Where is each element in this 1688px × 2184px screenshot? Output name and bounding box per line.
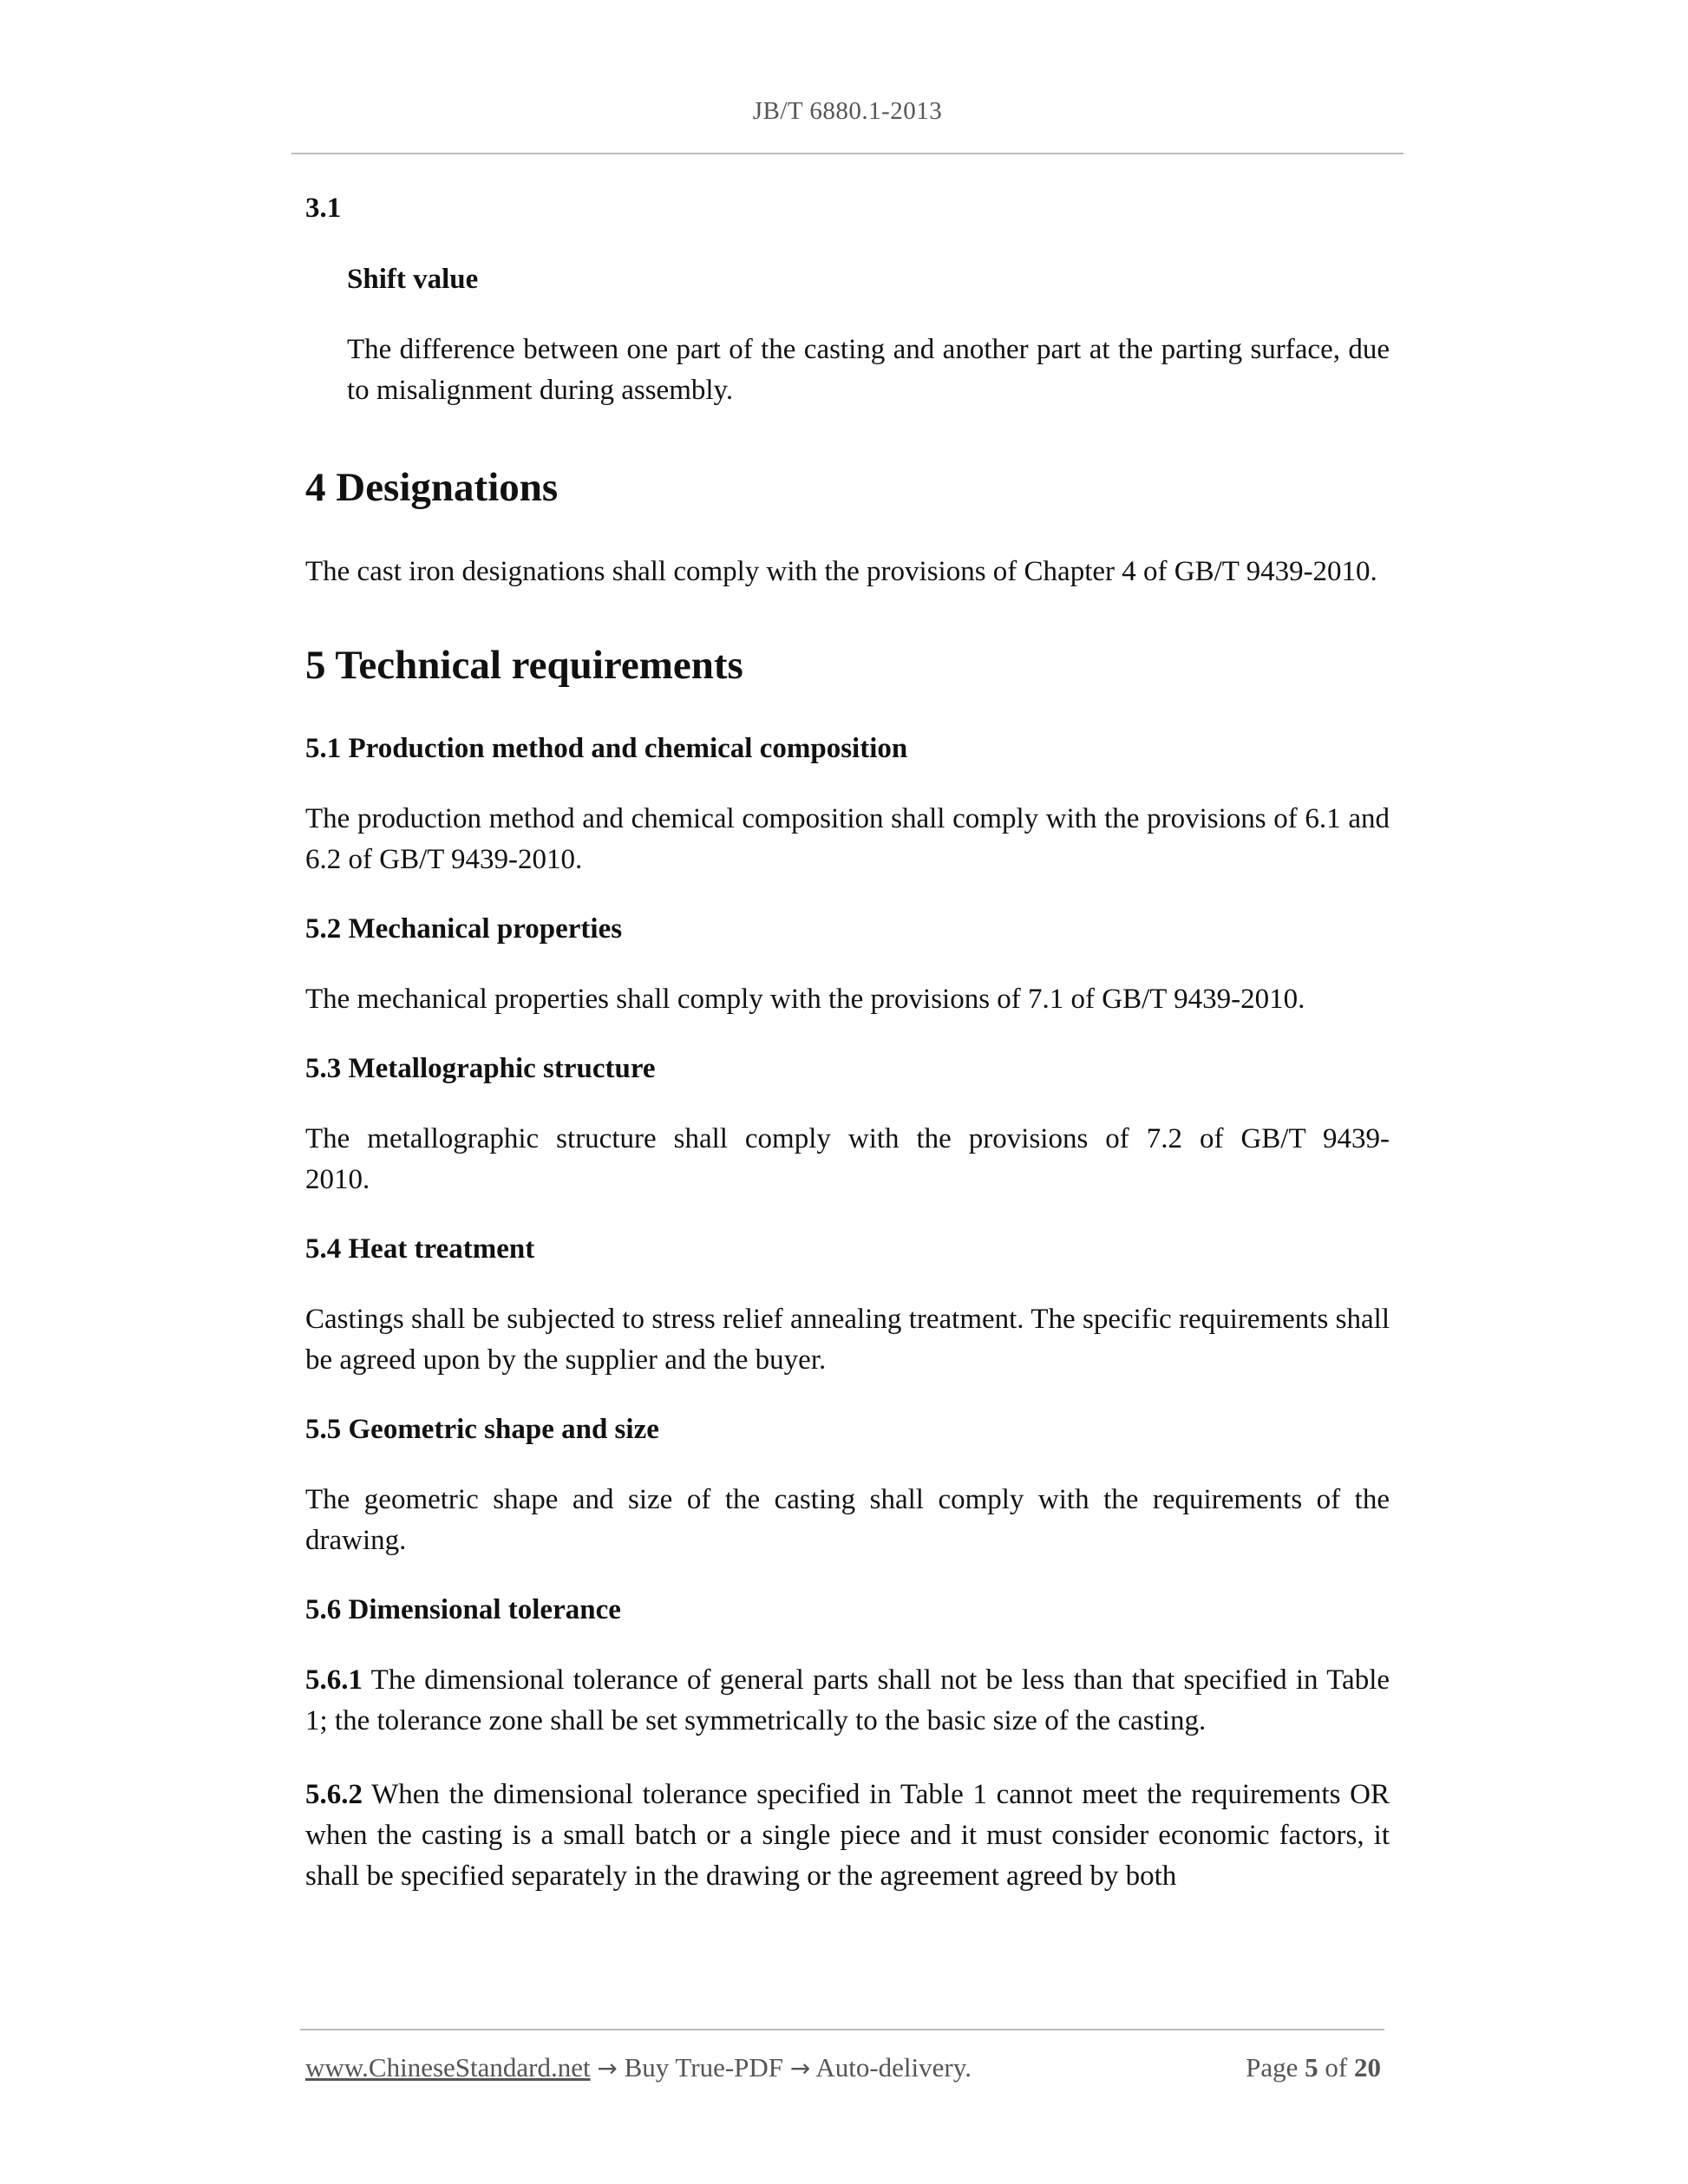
auto-delivery-text: Auto-delivery. bbox=[815, 2052, 972, 2083]
section-5-2-heading: 5.2 Mechanical properties bbox=[305, 913, 623, 945]
section-5-6-heading: 5.6 Dimensional tolerance bbox=[305, 1594, 621, 1625]
section-5-heading: 5 Technical requirements bbox=[305, 643, 743, 688]
footer-divider bbox=[300, 2029, 1384, 2030]
total-page-count: 20 bbox=[1354, 2052, 1381, 2083]
section-5-1-text: The production method and chemical composition shall comply with the provisions of 6.1 and 6.2 of GB/T 9439-2010. bbox=[305, 803, 1390, 875]
clause-5-6-2-text: When the dimensional tolerance specified in Table 1 cannot meet the requirements OR when the casting is a small batch or a single piece and it must consider economic factors, it shall be specified separately in the drawing or the agreement agreed by both bbox=[305, 1779, 1390, 1892]
page-label: Page bbox=[1246, 2052, 1299, 2083]
section-4-heading: 4 Designations bbox=[305, 465, 559, 510]
term-definition: The difference between one part of the casting and another part at the parting surface, due to misalignment during assembly. bbox=[347, 334, 1390, 406]
section-4-text: The cast iron designations shall comply with the provisions of Chapter 4 of GB/T 9439-2010. bbox=[305, 556, 1377, 587]
page-body bbox=[305, 189, 1390, 1897]
clause-number-3-1: 3.1 bbox=[305, 193, 342, 224]
footer-promo bbox=[305, 2049, 972, 2088]
clause-number-5-6-1: 5.6.1 bbox=[305, 1664, 363, 1696]
section-5-6-2-paragraph bbox=[305, 1775, 1390, 1897]
arrow-right-icon: → bbox=[789, 2054, 811, 2083]
section-5-2-text: The mechanical properties shall comply with the provisions of 7.1 of GB/T 9439-2010. bbox=[305, 984, 1305, 1015]
buy-pdf-text: Buy True-PDF bbox=[624, 2052, 784, 2083]
section-5-3-text: The metallographic structure shall comply with the provisions of 7.2 of GB/T 9439-2010. bbox=[305, 1123, 1390, 1195]
section-5-3-heading: 5.3 Metallographic structure bbox=[305, 1053, 656, 1084]
section-5-5-text: The geometric shape and size of the casting shall comply with the requirements of the drawing. bbox=[305, 1484, 1390, 1556]
current-page-number: 5 bbox=[1305, 2052, 1318, 2083]
section-5-5-heading: 5.5 Geometric shape and size bbox=[305, 1414, 659, 1445]
section-5-6-1-paragraph bbox=[305, 1660, 1390, 1742]
arrow-right-icon: → bbox=[597, 2054, 618, 2083]
section-5-1-heading: 5.1 Production method and chemical composition bbox=[305, 733, 908, 764]
clause-number-5-6-2: 5.6.2 bbox=[305, 1779, 363, 1810]
term-title: Shift value bbox=[347, 264, 479, 295]
site-link[interactable]: www.ChineseStandard.net bbox=[305, 2052, 591, 2083]
section-5-4-heading: 5.4 Heat treatment bbox=[305, 1233, 535, 1265]
of-label: of bbox=[1325, 2052, 1348, 2083]
clause-5-6-1-text: The dimensional tolerance of general parts shall not be less than that specified in Table 1; the tolerance zone shall be set symmetrically to the basic size of the casting. bbox=[305, 1664, 1390, 1736]
section-5-4-text: Castings shall be subjected to stress relief annealing treatment. The specific requirements shall be agreed upon by the supplier and the buyer. bbox=[305, 1304, 1390, 1376]
header-divider bbox=[291, 153, 1403, 154]
page-number bbox=[1246, 2049, 1381, 2087]
term-entry-shift-value bbox=[347, 260, 1390, 411]
running-header: JB/T 6880.1-2013 bbox=[752, 97, 943, 125]
